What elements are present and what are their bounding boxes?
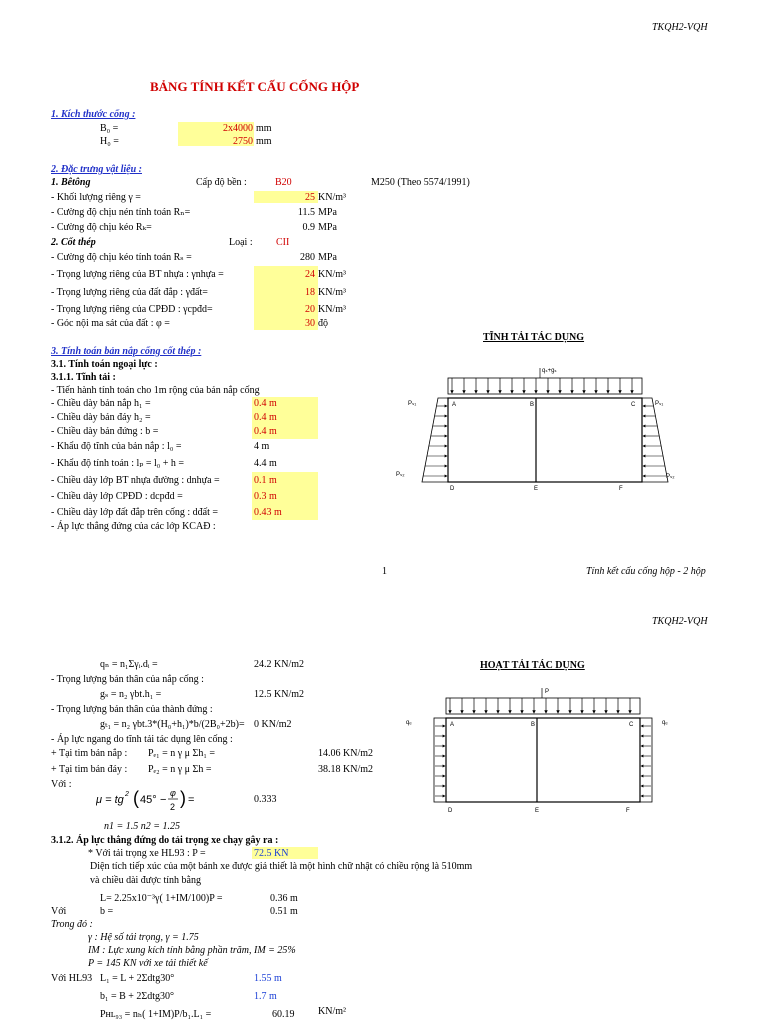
concrete-grade: B20 [275, 177, 292, 188]
live-load-diagram-title: HOẠT TẢI TÁC DỤNG [480, 660, 585, 671]
phl-value: 60.19 [272, 1009, 295, 1020]
b-value: 0.51 m [270, 906, 298, 917]
pd2-formula: Pₑ₂ = n γ μ Σh = [148, 764, 212, 775]
row-dnhua-label: - Chiều dày lớp BT nhựa đường : dnhựa = [51, 475, 220, 486]
pd2-left-label: Pₛ₂ [396, 472, 405, 478]
section-3-intro: - Tiến hành tính toán cho 1m rộng của bản nắp cống [51, 385, 260, 396]
svg-text:2: 2 [125, 791, 129, 798]
steel-label: 2. Cốt thép [51, 237, 96, 248]
concrete-label: 1. Bêtông [51, 177, 91, 188]
row-phi-label: - Góc nội ma sát của đất : φ = [51, 318, 170, 329]
hl93-prefix: Với HL93 [51, 973, 93, 984]
row-phi-unit: độ [318, 318, 328, 329]
lateral-label: - Áp lực ngang do tĩnh tải tác dụng lên cống : [51, 734, 233, 745]
node-c: C [631, 402, 636, 408]
row-asphalt-value: 24 [305, 269, 315, 280]
svg-text:−: − [160, 794, 167, 806]
row-l0-label: - Khẩu độ tĩnh của bản nắp : l₀ = [51, 441, 182, 452]
row-rs-label: - Cường độ chịu kéo tính toán Rₛ = [51, 252, 192, 263]
row-asphalt-unit: KN/m³ [318, 269, 346, 280]
L-formula: L= 2.25x10⁻³γ( 1+IM/100)P = [100, 893, 223, 904]
b1-value: 1.7 m [254, 991, 277, 1002]
row-ddat-value: 0.43 m [254, 507, 282, 518]
row-l0-value: 4 m [254, 441, 270, 452]
svg-text:): ) [180, 788, 186, 808]
row-b-label: - Chiều dày bản đứng : b = [51, 426, 159, 437]
self-top-label: - Trọng lượng bản thân của nắp cống : [51, 674, 204, 685]
p-note: P = 145 KN với xe tải thiết kế [88, 958, 208, 969]
svg-text:=: = [188, 794, 195, 806]
live-node-d: D [448, 808, 453, 814]
contact-desc-2: và chiều dài được tính bằng [90, 875, 201, 886]
row-gamma-label: - Khối lượng riêng γ = [51, 192, 141, 203]
hl93-value: 72.5 KN [254, 848, 289, 859]
row-rk-label: - Cường độ chịu kéo Rₖ= [51, 222, 152, 233]
L1-value: 1.55 m [254, 973, 282, 984]
live-node-a: A [450, 722, 455, 728]
svg-text:45°: 45° [140, 794, 157, 806]
live-node-f: F [626, 808, 630, 814]
section-1-heading: 1. Kích thước cống : [51, 109, 136, 120]
voi-label: Với : [51, 779, 72, 790]
svg-text:2: 2 [170, 802, 176, 812]
L1-formula: L₁ = L + 2Σdtg30° [100, 973, 175, 984]
header-code: TKQH2-VQH [652, 22, 708, 33]
node-d: D [450, 486, 455, 492]
live-node-c: C [629, 722, 634, 728]
footer-text: Tính kết cấu cống hộp - 2 hộp [586, 566, 706, 577]
section-2-heading: 2. Đặc trưng vật liệu : [51, 164, 142, 175]
row-cpdd-label: - Trọng lượng riêng của CPĐD : γcpđd= [51, 304, 213, 315]
row-gamma-unit: KN/m³ [318, 192, 346, 203]
load-factors: n1 = 1.5 n2 = 1.25 [104, 821, 180, 832]
dead-load-diagram [390, 362, 690, 502]
row-h1-label: - Chiều dày bản nắp h₁ = [51, 398, 151, 409]
gamma-note: γ : Hệ số tải trọng, γ = 1.75 [88, 932, 199, 943]
pd1-value: 14.06 KN/m2 [318, 748, 373, 759]
row-rk-value: 0.9 [302, 222, 315, 233]
row-lp-value: 4.4 m [254, 458, 277, 469]
b1-formula: b₁ = B + 2Σdtg30° [100, 991, 175, 1002]
self-wall-label: - Trọng lượng bản thân của thành đứng : [51, 704, 213, 715]
row-gamma-value: 25 [305, 192, 315, 203]
row-asphalt-label: - Trọng lượng riêng của BT nhựa : γnhựa = [51, 269, 224, 280]
svg-text:(: ( [133, 788, 139, 808]
concrete-grade-label: Cấp độ bền : [196, 177, 247, 188]
section-3-1-2: 3.1.2. Áp lực thẳng đứng do tải trọng xe chạy gây ra : [51, 835, 279, 846]
pd1-right-label: Pₛ₁ [655, 401, 664, 407]
b0-value: 2x4000 [223, 123, 253, 134]
section-3-1-1: 3.1.1. Tĩnh tải : [51, 372, 116, 383]
qe-right-label: qₑ [662, 720, 668, 726]
node-f: F [619, 486, 623, 492]
row-dcpdd-label: - Chiều dày lớp CPĐD : dcpđd = [51, 491, 183, 502]
dead-load-diagram-title: TĨNH TẢI TÁC DỤNG [483, 332, 585, 343]
row-rs-unit: MPa [318, 252, 337, 263]
h0-label: H₀ = [100, 136, 119, 147]
row-phi-value: 30 [305, 318, 315, 329]
live-node-b: B [531, 722, 536, 728]
live-load-diagram [398, 684, 678, 820]
row-h2-value: 0.4 m [254, 412, 277, 423]
section-3-heading: 3. Tính toán bản nắp cống cốt thép : [51, 346, 202, 357]
phl-formula: Pʜʟ₉₃ = nₕ( 1+IM)P/b₁.L₁ = [100, 1009, 212, 1020]
phl-unit: KN/m² [318, 1006, 346, 1017]
mu-formula [96, 783, 200, 817]
live-node-e: E [535, 808, 540, 814]
h0-unit: mm [256, 136, 272, 147]
row-soil-value: 18 [305, 287, 315, 298]
node-a: A [452, 402, 457, 408]
im-note: IM : Lực xung kích tính bằng phần trăm, IM = 25% [88, 945, 296, 956]
L-value: 0.36 m [270, 893, 298, 904]
b0-label: B₀ = [100, 123, 119, 134]
gt-value: 0 KN/m2 [254, 719, 292, 730]
gt-label: gₜ₁ = n₂ γbt.3*(H₀+h₁)*b/(2B₀+2b)= [100, 719, 245, 730]
row-rn-unit: MPa [318, 207, 337, 218]
trong-do-label: Trong đó : [51, 919, 93, 930]
row-cpdd-value: 20 [305, 304, 315, 315]
row-lp-label: - Khẩu độ tính toán : lₚ = l₀ + h = [51, 458, 185, 469]
pd2-value: 38.18 KN/m2 [318, 764, 373, 775]
qs-value: 24.2 KN/m2 [254, 659, 304, 670]
voi2-label: Với [51, 906, 67, 917]
pd2-row-label: + Tại tim bản đáy : [51, 764, 128, 775]
pd1-formula: Pₑ₁ = n γ μ Σh₁ = [148, 748, 215, 759]
h0-value: 2750 [233, 136, 253, 147]
steel-type: CII [276, 237, 290, 248]
footer-page-number: 1 [382, 566, 387, 577]
row-b-value: 0.4 m [254, 426, 277, 437]
row-soil-unit: KN/m³ [318, 287, 346, 298]
contact-desc-1: Diện tích tiếp xúc của một bánh xe được giả thiết là một hình chữ nhật có chiều rộng là 510mm [90, 861, 473, 872]
row-h2-label: - Chiều dày bản đáy h₂ = [51, 412, 151, 423]
pd1-row-label: + Tại tim bản nắp : [51, 748, 128, 759]
row-dnhua-value: 0.1 m [254, 475, 277, 486]
row-rn-value: 11.5 [297, 207, 315, 218]
page-title: BẢNG TÍNH KẾT CẤU CỐNG HỘP [150, 79, 360, 94]
qs-label: qₙ = n₁Σγᵢ.dᵢ = [100, 659, 158, 670]
svg-text:μ = tg: μ = tg [96, 794, 124, 806]
svg-text:φ: φ [170, 788, 176, 798]
gs-label: gₛ = n₂ γbt.h₁ = [100, 689, 162, 700]
pd2-right-label: Pₛ₂ [666, 474, 675, 480]
row-dcpdd-value: 0.3 m [254, 491, 277, 502]
qe-left-label: qₑ [406, 720, 412, 726]
mu-value: 0.333 [254, 794, 277, 805]
row-rs-value: 280 [300, 252, 315, 263]
hl93-label: * Với tải trọng xe HL93 : P = [88, 848, 206, 859]
b0-unit: mm [256, 123, 272, 134]
pd1-left-label: Pₛ₁ [408, 401, 417, 407]
row-ddat-label: - Chiều dày lớp đất đắp trên cống : dđất = [51, 507, 218, 518]
gs-value: 12.5 KN/m2 [254, 689, 304, 700]
concrete-note: M250 (Theo 5574/1991) [371, 177, 470, 188]
b-label: b = [100, 906, 114, 917]
row-kcad-label: - Áp lực thẳng đứng của các lớp KCAĐ : [51, 521, 216, 532]
page2-header-code: TKQH2-VQH [652, 616, 708, 627]
steel-type-label: Loại : [229, 237, 253, 248]
row-cpdd-unit: KN/m³ [318, 304, 346, 315]
row-soil-label: - Trọng lượng riêng của đất đắp : γđất= [51, 287, 208, 298]
row-rk-unit: MPa [318, 222, 337, 233]
node-e: E [534, 486, 539, 492]
row-rn-label: - Cường độ chịu nén tính toán Rₙ= [51, 207, 191, 218]
row-h1-value: 0.4 m [254, 398, 277, 409]
live-load-label: P [545, 689, 550, 695]
node-b: B [530, 402, 535, 408]
section-3-1: 3.1. Tính toán ngoại lực : [51, 359, 158, 370]
dead-load-label: qₛ+gₛ [542, 368, 557, 374]
